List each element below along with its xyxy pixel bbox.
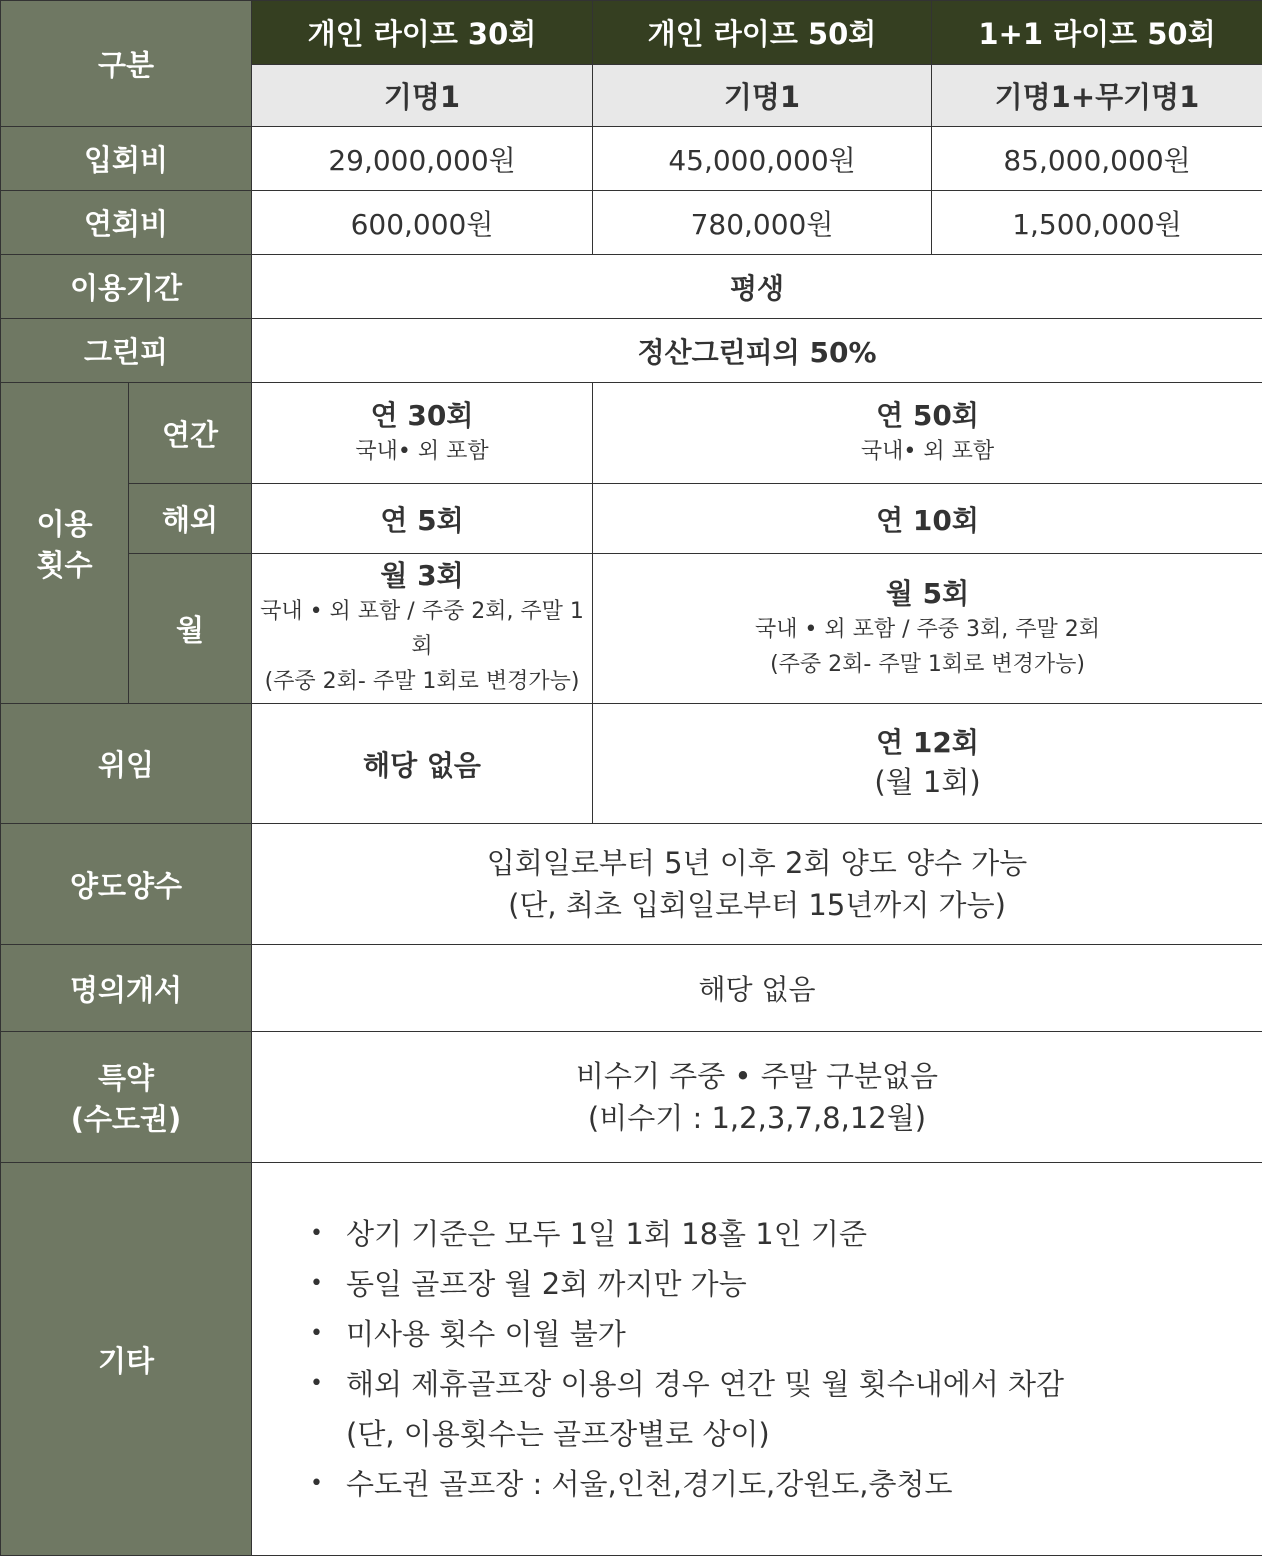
note-continuation: (단, 이용횟수는 골프장별로 상이) <box>346 1417 770 1451</box>
annual-fee-value-2: 780,000원 <box>593 191 932 255</box>
delegation-plan30: 해당 없음 <box>252 704 593 824</box>
delegation-plan50 <box>593 704 1262 824</box>
note-item <box>310 1259 1262 1309</box>
name-change-value: 해당 없음 <box>252 945 1262 1032</box>
note-item <box>310 1309 1262 1359</box>
entry-fee-value-2: 45,000,000원 <box>593 127 932 191</box>
etc-notes <box>252 1163 1262 1556</box>
usage-monthly-label: 월 <box>129 554 252 704</box>
note-item <box>310 1209 1262 1259</box>
name-change-label: 명의개서 <box>1 945 252 1032</box>
entry-fee-value-3: 85,000,000원 <box>932 127 1262 191</box>
etc-label: 기타 <box>1 1163 252 1556</box>
annual-fee-value-3: 1,500,000원 <box>932 191 1262 255</box>
note-text: 미사용 횟수 이월 불가 <box>346 1317 626 1351</box>
usage-monthly-plan30 <box>252 554 593 704</box>
usage-annual-label: 연간 <box>129 383 252 484</box>
note-item <box>310 1459 1262 1509</box>
plan-name-3: 기명1+무기명1 <box>932 65 1262 127</box>
usage-monthly-plan50-main: 월 5회 <box>885 576 970 610</box>
usage-overseas-plan50: 연 10회 <box>593 484 1262 554</box>
entry-fee-value-1: 29,000,000원 <box>252 127 593 191</box>
notes-list <box>252 1209 1262 1509</box>
delegation-label: 위임 <box>1 704 252 824</box>
usage-monthly-plan50-line1: 국내 • 외 포함 / 주중 3회, 주말 2회 <box>754 616 1101 642</box>
note-text: 상기 기준은 모두 1일 1회 18홀 1인 기준 <box>346 1217 867 1251</box>
note-text: 수도권 골프장 : 서울,인천,경기도,강원도,충청도 <box>346 1467 953 1501</box>
usage-label-line1: 이용 <box>36 507 93 541</box>
usage-monthly-plan50-line2: (주중 2회- 주말 1회로 변경가능) <box>770 651 1085 677</box>
usage-annual-plan30 <box>252 383 593 484</box>
special-label-line2: (수도권) <box>70 1102 182 1136</box>
special-label-line1: 특약 <box>97 1061 155 1095</box>
delegation-plan50-sub: (월 1회) <box>874 764 981 799</box>
transfer-line1: 입회일로부터 5년 이후 2회 양도 양수 가능 <box>486 846 1028 880</box>
usage-monthly-plan30-line2: (주중 2회- 주말 1회로 변경가능) <box>264 669 580 694</box>
usage-overseas-plan30: 연 5회 <box>252 484 593 554</box>
transfer-line2: (단, 최초 입회일로부터 15년까지 가능) <box>508 888 1006 922</box>
usage-label-line2: 횟수 <box>36 548 93 582</box>
plan-header-3: 1+1 라이프 50회 <box>932 1 1262 65</box>
usage-annual-plan50-main: 연 50회 <box>876 398 979 432</box>
plan-name-1: 기명1 <box>252 65 593 127</box>
category-header: 구분 <box>1 1 252 127</box>
green-fee-value: 정산그린피의 50% <box>252 319 1262 383</box>
usage-annual-plan50 <box>593 383 1262 484</box>
special-label <box>1 1032 252 1163</box>
annual-fee-label: 연회비 <box>1 191 252 255</box>
annual-fee-value-1: 600,000원 <box>252 191 593 255</box>
usage-annual-plan50-sub: 국내• 외 포함 <box>860 438 995 464</box>
transfer-value <box>252 824 1262 945</box>
entry-fee-label: 입회비 <box>1 127 252 191</box>
plan-header-2: 개인 라이프 50회 <box>593 1 932 65</box>
note-text: 동일 골프장 월 2회 까지만 가능 <box>346 1267 747 1301</box>
special-line2: (비수기 : 1,2,3,7,8,12월) <box>587 1101 927 1135</box>
usage-monthly-plan30-main: 월 3회 <box>380 559 464 592</box>
special-value <box>252 1032 1262 1163</box>
plan-header-1: 개인 라이프 30회 <box>252 1 593 65</box>
note-text: 해외 제휴골프장 이용의 경우 연간 및 월 횟수내에서 차감 <box>346 1367 1065 1401</box>
plan-name-2: 기명1 <box>593 65 932 127</box>
usage-count-label <box>1 383 129 704</box>
note-item <box>310 1359 1262 1459</box>
usage-annual-plan30-sub: 국내• 외 포함 <box>355 438 489 464</box>
green-fee-label: 그린피 <box>1 319 252 383</box>
usage-monthly-plan50 <box>593 554 1262 704</box>
usage-overseas-label: 해외 <box>129 484 252 554</box>
usage-annual-plan30-main: 연 30회 <box>370 398 474 432</box>
delegation-plan50-main: 연 12회 <box>876 725 979 759</box>
period-label: 이용기간 <box>1 255 252 319</box>
special-line1: 비수기 주중 • 주말 구분없음 <box>575 1059 939 1093</box>
transfer-label: 양도양수 <box>1 824 252 945</box>
period-value: 평생 <box>252 255 1262 319</box>
usage-monthly-plan30-line1: 국내 • 외 포함 / 주중 2회, 주말 1회 <box>260 599 584 659</box>
